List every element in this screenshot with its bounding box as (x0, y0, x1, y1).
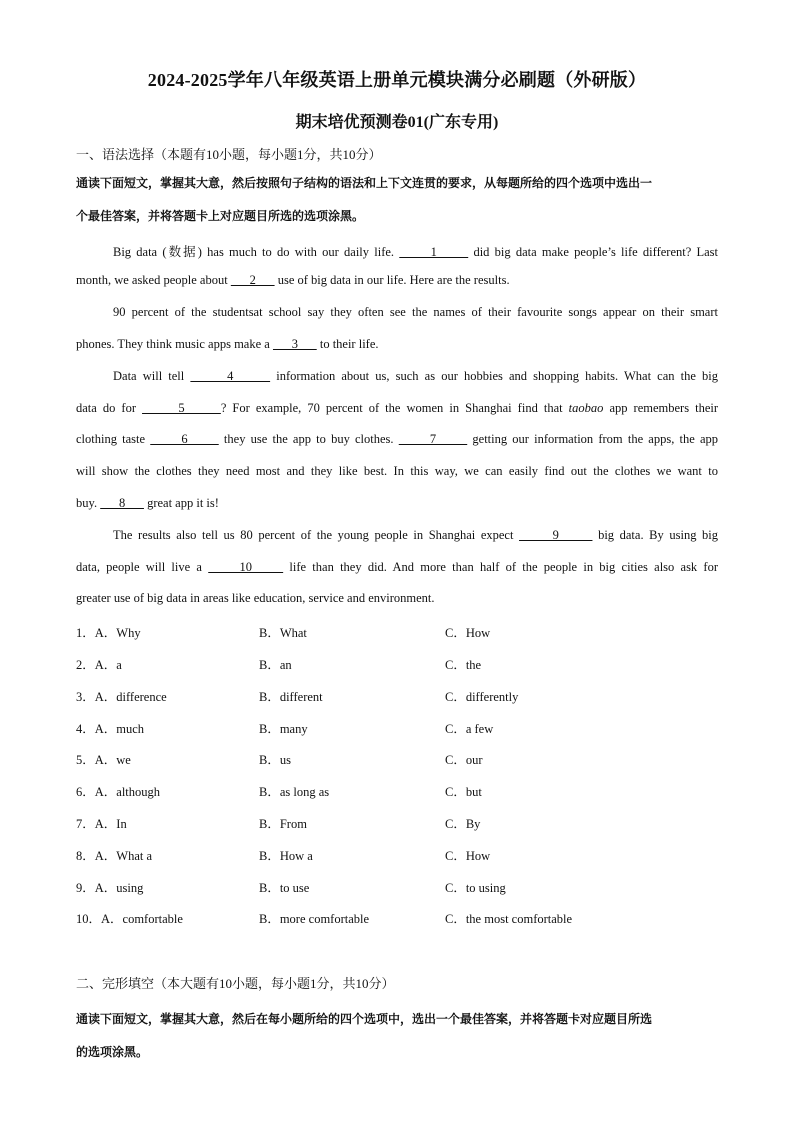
option-1b: B．What (259, 626, 307, 640)
option-4c: C．a few (445, 722, 494, 736)
option-6a: 6．A．although (76, 785, 161, 799)
option-3a: 3．A．difference (76, 690, 167, 704)
option-8c: C．How (445, 849, 491, 863)
blank-7: 7 (398, 432, 468, 446)
option-3b: B．different (259, 690, 323, 704)
option-7c: C．By (445, 817, 481, 831)
section1-instruction-line1: 通读下面短文，掌握其大意，然后按照句子结构的语法和上下文连贯的要求，从每题所给的四个选项中选出一 (76, 176, 653, 190)
passage-line: Data will tell 4 information about us, such as our hobbies and shopping habits. What can the big (113, 369, 719, 383)
option-1c: C．How (445, 626, 491, 640)
passage-line: The results also tell us 80 percent of the young people in Shanghai expect 9 big data. By using big (113, 528, 719, 542)
passage-line: clothing taste 6 they use the app to buy clothes. 7 getting our information from the apps, the app (76, 432, 719, 446)
blank-6: 6 (150, 432, 219, 446)
option-4a: 4．A．much (76, 722, 145, 736)
option-7b: B．From (259, 817, 307, 831)
passage-line: Big data (数据) has much to do with our daily life. 1 did big data make people’s life different? Last (113, 245, 719, 259)
option-8a: 8．A．What a (76, 849, 153, 863)
blank-8: 8 (100, 496, 144, 510)
option-10b: B．more comfortable (259, 912, 370, 926)
option-5c: C．our (445, 753, 483, 767)
option-2b: B．an (259, 658, 292, 672)
blank-4: 4 (190, 369, 271, 383)
blank-1: 1 (399, 245, 469, 259)
blank-2: 2 (230, 273, 275, 287)
option-4b: B．many (259, 722, 308, 736)
option-9c: C．to using (445, 881, 506, 895)
exam-title: 2024-2025学年八年级英语上册单元模块满分必刷题（外研版） (147, 70, 647, 90)
passage-line: phones. They think music apps make a 3 to their life. (76, 337, 379, 351)
option-9a: 9．A．using (76, 881, 144, 895)
section1-heading: 一、语法选择（本题有10小题，每小题1分，共10分） (76, 147, 382, 162)
passage-line: month, we asked people about 2 use of big data in our life. Here are the results. (76, 273, 510, 287)
section1-instruction-line2: 个最佳答案，并将答题卡上对应题目所选的选项涂黑。 (76, 209, 365, 223)
option-8b: B．How a (259, 849, 313, 863)
blank-9: 9 (519, 528, 593, 542)
section2-heading: 二、完形填空（本大题有10小题，每小题1分，共10分） (76, 976, 395, 991)
passage-line: data do for 5 ? For example, 70 percent of the women in Shanghai find that taobao app remembers their (76, 401, 719, 415)
section2-instruction-line1: 通读下面短文，掌握其大意，然后在每小题所给的四个选项中，选出一个最佳答案，并将答题卡对应题目所选 (76, 1012, 653, 1026)
blank-5: 5 (142, 401, 221, 415)
option-10c: C．the most comfortable (445, 912, 573, 926)
blank-3: 3 (272, 337, 317, 351)
option-5a: 5．A．we (76, 753, 131, 767)
option-10a: 10．A．comfortable (76, 912, 183, 926)
option-2c: C．the (445, 658, 482, 672)
option-7a: 7．A．In (76, 817, 127, 831)
blank-10: 10 (208, 560, 284, 574)
option-5b: B．us (259, 753, 291, 767)
option-6b: B．as long as (259, 785, 330, 799)
exam-subtitle: 期末培优预测卷01(广东专用) (295, 114, 499, 131)
option-6c: C．but (445, 785, 482, 799)
passage-line: 90 percent of the studentsat school say they often see the names of their favourite songs appear on their smart (113, 305, 718, 319)
option-2a: 2．A．a (76, 658, 122, 672)
passage-line: greater use of big data in areas like education, service and environment. (76, 591, 435, 605)
passage-line: data, people will live a 10 life than they did. And more than half of the people in big cities also ask for (76, 560, 719, 574)
passage-line: will show the clothes they need most and they like best. In this way, we can easily find out the clothes we want to (76, 464, 718, 478)
option-1a: 1．A．Why (76, 626, 141, 640)
option-3c: C．differently (445, 690, 519, 704)
section2-instruction-line2: 的选项涂黑。 (76, 1045, 149, 1059)
option-9b: B．to use (259, 881, 310, 895)
passage-line: buy. 8 great app it is! (76, 496, 219, 510)
